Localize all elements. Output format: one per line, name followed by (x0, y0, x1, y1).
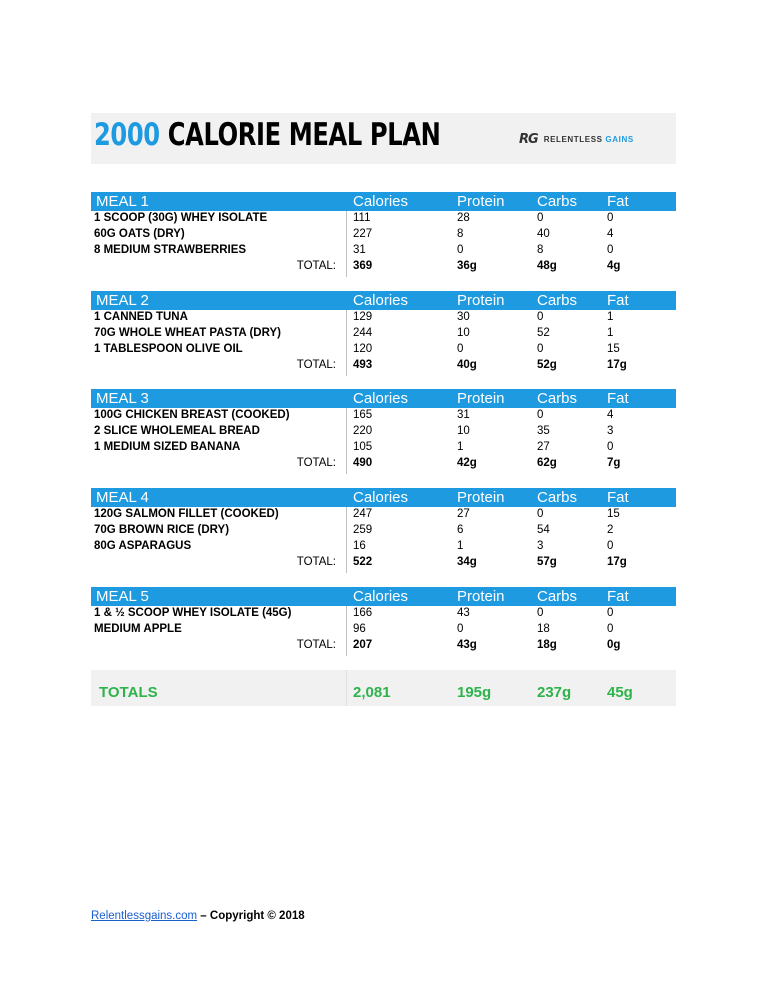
column-header-calories: Calories (353, 292, 409, 309)
food-name: 8 MEDIUM STRAWBERRIES (94, 244, 247, 256)
food-calories: 105 (353, 441, 373, 453)
meal-header (91, 488, 676, 507)
column-header-calories: Calories (353, 193, 409, 210)
total-protein: 42g (457, 457, 477, 469)
total-carbs: 62g (537, 457, 557, 469)
column-header-carbs: Carbs (537, 588, 578, 605)
column-header-protein: Protein (457, 489, 505, 506)
total-fat: 17g (607, 359, 627, 371)
total-calories: 522 (353, 556, 373, 568)
meal-total-row (91, 259, 676, 277)
food-carbs: 40 (537, 228, 550, 240)
food-fat: 0 (607, 212, 614, 224)
food-protein: 10 (457, 327, 470, 339)
food-calories: 16 (353, 540, 366, 552)
food-protein: 6 (457, 524, 464, 536)
column-header-fat: Fat (607, 489, 629, 506)
food-carbs: 8 (537, 244, 544, 256)
meal-header (91, 587, 676, 606)
page-title (94, 117, 440, 153)
column-header-fat: Fat (607, 193, 629, 210)
meal-header (91, 291, 676, 310)
food-protein: 27 (457, 508, 470, 520)
food-carbs: 0 (537, 409, 544, 421)
food-calories: 166 (353, 607, 373, 619)
meal-name: MEAL 5 (96, 588, 149, 605)
meal-total-row (91, 638, 676, 656)
food-calories: 129 (353, 311, 373, 323)
total-carbs: 18g (537, 639, 557, 651)
food-name: 2 SLICE WHOLEMEAL BREAD (94, 425, 260, 437)
total-label: TOTAL: (296, 556, 336, 568)
food-name: 1 MEDIUM SIZED BANANA (94, 441, 241, 453)
total-calories: 207 (353, 639, 373, 651)
food-name: MEDIUM APPLE (94, 623, 182, 635)
food-protein: 30 (457, 311, 470, 323)
logo-word-gains: GAINS (605, 134, 634, 144)
total-fat: 4g (607, 260, 621, 272)
food-carbs: 54 (537, 524, 550, 536)
food-name: 1 CANNED TUNA (94, 311, 188, 323)
food-carbs: 0 (537, 607, 544, 619)
meal-total-row (91, 358, 676, 376)
logo-word-relentless: RELENTLESS (543, 134, 603, 144)
column-header-protein: Protein (457, 193, 505, 210)
food-calories: 120 (353, 343, 373, 355)
food-row (91, 424, 676, 440)
column-header-fat: Fat (607, 588, 629, 605)
meal-table (91, 192, 676, 277)
column-header-fat: Fat (607, 390, 629, 407)
total-fat: 17g (607, 556, 627, 568)
food-fat: 2 (607, 524, 614, 536)
page-footer (91, 910, 305, 922)
food-carbs: 0 (537, 311, 544, 323)
food-row (91, 539, 676, 555)
food-carbs: 18 (537, 623, 550, 635)
total-protein: 40g (457, 359, 477, 371)
food-fat: 4 (607, 409, 614, 421)
total-protein: 36g (457, 260, 477, 272)
food-carbs: 52 (537, 327, 550, 339)
food-name: 70G BROWN RICE (DRY) (94, 524, 230, 536)
food-fat: 1 (607, 327, 614, 339)
food-name: 60G OATS (DRY) (94, 228, 185, 240)
brand-logo (519, 132, 634, 146)
meal-table (91, 488, 676, 573)
food-name: 100G CHICKEN BREAST (COOKED) (94, 409, 290, 421)
total-calories: 369 (353, 260, 373, 272)
meal-name: MEAL 1 (96, 193, 149, 210)
total-protein: 43g (457, 639, 477, 651)
total-label: TOTAL: (296, 359, 336, 371)
meal-name: MEAL 2 (96, 292, 149, 309)
copyright-text: – Copyright © 2018 (197, 910, 305, 922)
meal-table (91, 389, 676, 474)
page-header (91, 113, 676, 164)
totals-calories: 2,081 (353, 684, 391, 701)
meal-header (91, 389, 676, 408)
food-protein: 0 (457, 343, 464, 355)
total-label: TOTAL: (296, 639, 336, 651)
food-fat: 0 (607, 540, 614, 552)
totals-carbs: 237g (537, 684, 572, 701)
food-fat: 0 (607, 623, 614, 635)
totals-fat: 45g (607, 684, 633, 701)
column-header-carbs: Carbs (537, 390, 578, 407)
total-carbs: 48g (537, 260, 557, 272)
food-protein: 1 (457, 441, 464, 453)
title-text: CALORIE MEAL PLAN (159, 117, 441, 153)
column-header-carbs: Carbs (537, 193, 578, 210)
column-header-calories: Calories (353, 489, 409, 506)
total-calories: 490 (353, 457, 373, 469)
meal-total-row (91, 456, 676, 474)
food-name: 1 SCOOP (30G) WHEY ISOLATE (94, 212, 268, 224)
logo-mark: RG (519, 131, 538, 147)
column-header-carbs: Carbs (537, 489, 578, 506)
column-header-protein: Protein (457, 292, 505, 309)
food-carbs: 3 (537, 540, 544, 552)
food-carbs: 0 (537, 212, 544, 224)
food-name: 80G ASPARAGUS (94, 540, 192, 552)
totals-label: TOTALS (99, 684, 158, 701)
food-row (91, 243, 676, 259)
meal-header (91, 192, 676, 211)
meal-name: MEAL 4 (96, 489, 149, 506)
food-name: 70G WHOLE WHEAT PASTA (DRY) (94, 327, 281, 339)
food-calories: 247 (353, 508, 373, 520)
food-row (91, 211, 676, 227)
food-fat: 15 (607, 343, 620, 355)
column-header-calories: Calories (353, 390, 409, 407)
food-protein: 0 (457, 244, 464, 256)
food-row (91, 408, 676, 424)
totals-protein: 195g (457, 684, 492, 701)
food-protein: 43 (457, 607, 470, 619)
total-label: TOTAL: (296, 457, 336, 469)
food-fat: 0 (607, 244, 614, 256)
food-calories: 165 (353, 409, 373, 421)
food-carbs: 0 (537, 508, 544, 520)
food-protein: 31 (457, 409, 470, 421)
total-carbs: 57g (537, 556, 557, 568)
total-fat: 0g (607, 639, 621, 651)
food-row (91, 440, 676, 456)
food-calories: 259 (353, 524, 373, 536)
column-divider (346, 670, 347, 706)
total-fat: 7g (607, 457, 621, 469)
food-fat: 15 (607, 508, 620, 520)
food-calories: 111 (353, 212, 371, 224)
food-fat: 3 (607, 425, 614, 437)
meal-table (91, 291, 676, 376)
column-header-fat: Fat (607, 292, 629, 309)
food-calories: 220 (353, 425, 373, 437)
food-name: 120G SALMON FILLET (COOKED) (94, 508, 279, 520)
column-header-calories: Calories (353, 588, 409, 605)
food-calories: 96 (353, 623, 366, 635)
food-protein: 0 (457, 623, 464, 635)
column-header-protein: Protein (457, 390, 505, 407)
food-calories: 244 (353, 327, 373, 339)
food-protein: 28 (457, 212, 470, 224)
food-row (91, 326, 676, 342)
total-label: TOTAL: (296, 260, 336, 272)
food-fat: 0 (607, 441, 614, 453)
food-carbs: 35 (537, 425, 550, 437)
food-protein: 10 (457, 425, 470, 437)
food-row (91, 310, 676, 326)
food-name: 1 TABLESPOON OLIVE OIL (94, 343, 243, 355)
total-protein: 34g (457, 556, 477, 568)
website-link[interactable]: Relentlessgains.com (91, 910, 198, 922)
total-calories: 493 (353, 359, 373, 371)
food-row (91, 622, 676, 638)
food-fat: 0 (607, 607, 614, 619)
column-header-carbs: Carbs (537, 292, 578, 309)
total-carbs: 52g (537, 359, 557, 371)
food-fat: 1 (607, 311, 614, 323)
food-row (91, 606, 676, 622)
food-protein: 8 (457, 228, 464, 240)
food-row (91, 523, 676, 539)
food-carbs: 0 (537, 343, 544, 355)
food-row (91, 342, 676, 358)
column-header-protein: Protein (457, 588, 505, 605)
meal-name: MEAL 3 (96, 390, 149, 407)
food-carbs: 27 (537, 441, 550, 453)
food-protein: 1 (457, 540, 464, 552)
food-calories: 227 (353, 228, 373, 240)
meal-total-row (91, 555, 676, 573)
food-name: 1 & ½ SCOOP WHEY ISOLATE (45G) (94, 607, 292, 619)
title-number: 2000 (94, 117, 160, 153)
logo-text (544, 135, 634, 144)
food-row (91, 507, 676, 523)
meal-table (91, 587, 676, 656)
food-calories: 31 (353, 244, 366, 256)
food-fat: 4 (607, 228, 614, 240)
food-row (91, 227, 676, 243)
grand-totals-row (91, 670, 676, 706)
